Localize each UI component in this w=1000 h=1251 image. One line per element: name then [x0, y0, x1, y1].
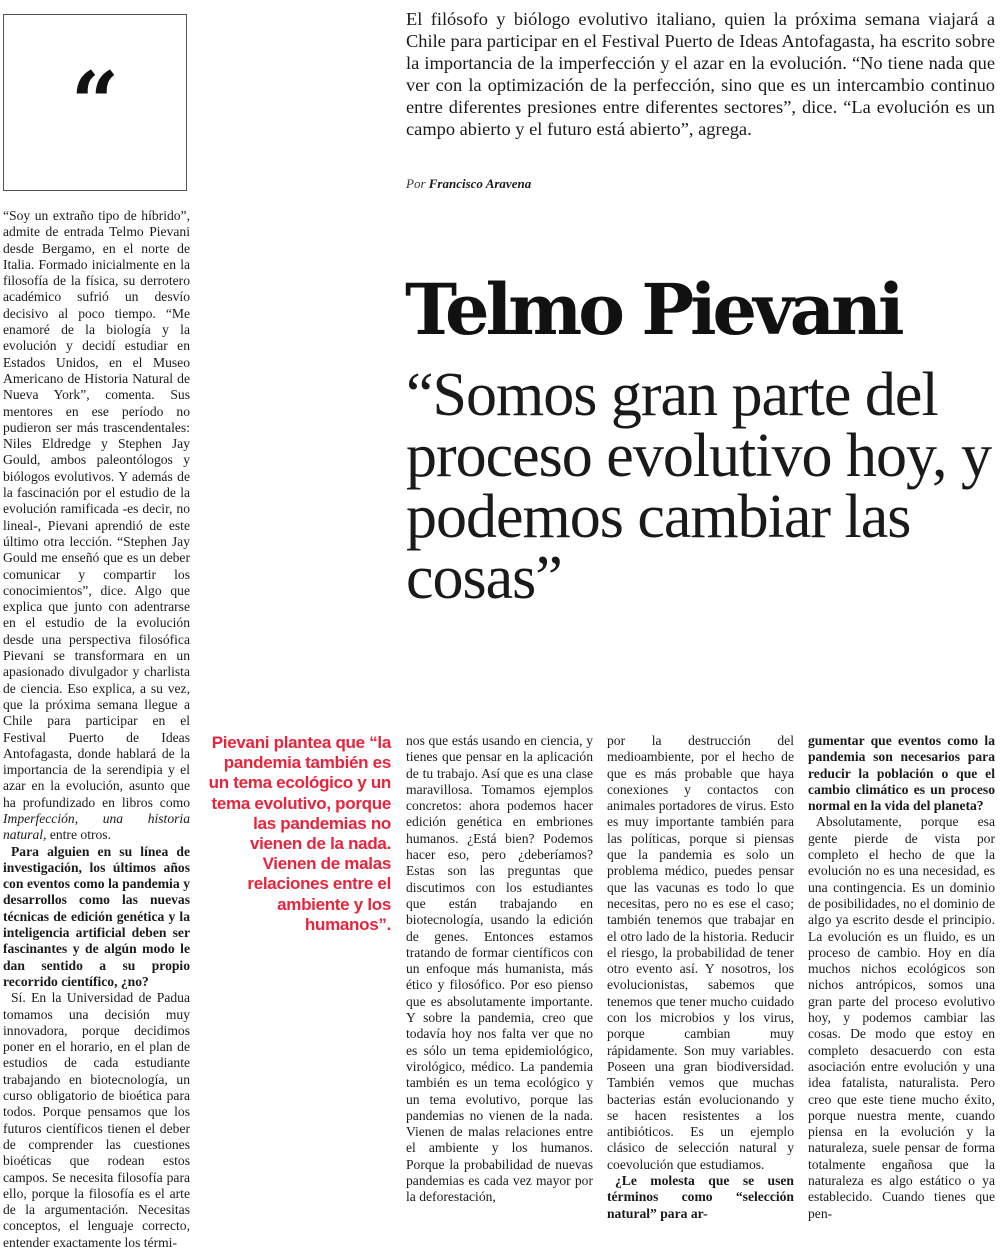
article-column-3: [607, 733, 794, 1222]
pull-quote: Pievani plantea que “la pandemia también es un tema ecológico y un tema evolutivo, porque las pandemias no vienen de la nada. Vienen de malas relaciones entre el ambiente y los humanos”.: [208, 733, 391, 934]
paragraph-intro: [3, 208, 190, 844]
byline: [406, 175, 531, 193]
article-column-2: [406, 733, 593, 1206]
quote-mark-box: [3, 14, 187, 191]
article-column-4: [808, 733, 995, 1222]
subhead-quote: “Somos gran parte del proceso evolutivo hoy, y podemos cambiar las cosas”: [406, 361, 991, 612]
question-text: Para alguien en su línea de investigación, los últimos años con eventos como la pandemia y desarrollos como las nuevas técnicas de edición genética y la inteligencia artificial deben ser fascinantes y de algún modo le dan sentido a su propio recorrido científico, ¿no?: [3, 843, 190, 989]
intro-lede: El filósofo y biólogo evolutivo italiano, quien la próxima semana viajará a Chile para participar en el Festival Puerto de Ideas Antofagasta, ha escrito sobre la importancia de la imperfección y el azar en la evolución. “No tiene nada que ver con la optimización de la perfección, sino que es un intercambio continuo entre diferentes presiones entre diferentes sectores”, dice. “La evolución es un campo abierto y el futuro está abierto”, agrega.: [406, 9, 995, 139]
paragraph-text: “Soy un extraño tipo de híbrido”, admite de entrada Telmo Pievani desde Bergamo, en el norte de Italia. Formado inicialmente en la filosofía de la física, su derrotero académico sufrió un desvío decisivo al poco tiempo. “Me enamoré de la biología y la evolución y decidí estudiar en Estados Unidos, en el Museo Americano de Historia Natural de Nueva York”, comenta. Sus mentores en ese período no pudieron ser más trascendentales: Niles Eldredge y Stephen Jay Gould, ambos paleontólogos y biólogos evolutivos. Y además de la fascinación por el estudio de la evolución ramificada -es decir, no lineal-, Pievani aprendió de este último otra lección. “Stephen Jay Gould me enseñó que es un deber comunicar y compartir los conocimientos”, dice. Algo que explica que junto con adentrarse en el estudio de la evolución desde una perspectiva filosófica Pievani se transformara en un apasionado divulgador y charlista de ciencia. Eso explica, a su vez, que la próxima semana llegue a Chile para participar en el Festival Puerto de Ideas Antofagasta, donde hablará de la importancia de la serendipia y el azar en la evolución, asunto que ha profundizado en libros como: [3, 208, 190, 810]
paragraph-text-end: , entre otros.: [43, 827, 111, 843]
byline-author: Francisco Aravena: [428, 176, 532, 191]
question-text: gumentar que eventos como la pandemia son necesarios para reducir la población o que el cambio climático es un proceso normal en la vida del planeta?: [808, 733, 995, 814]
interview-question-1: [3, 844, 190, 991]
interview-answer-1: Sí. En la Universidad de Padua tomamos una decisión muy innovadora, porque decidimos poner en el horario, en el plan de estudios de cada estudiante trabajando en biotecnología, un curso obligatorio de bioética para todos. Porque pensamos que los futuros científicos tienen el deber de comprender las cuestiones bioéticas que rodean estos campos. Se necesita filosofía para ello, porque la filosofía es el arte de la argumentación. Necesitas conceptos, el lenguaje correcto, entender exactamente los térmi-: [3, 990, 190, 1250]
byline-prefix: Por: [406, 176, 426, 191]
paragraph-continued: por la destrucción del medioambiente, por el hecho de que es más probable que haya conexiones y contactos con animales portadores de virus. Esto es muy importante también para las políticas, porque si piensas que la pandemia es solo un problema médico, puedes pensar que las vacunas es todo lo que necesitas, pero no es ese el caso; también tenemos que trabajar en el otro lado de la historia. Reducir el riesgo, la probabilidad de tener otro evento así. Y nosotros, los evolucionistas, sabemos que tenemos que tener mucho cuidado con los microbios y los virus, porque cambian muy rápidamente. Son muy variables. Poseen una gran biodiversidad. También vemos que muchas bacterias están evolucionando y se hacen resistentes a los antibióticos. Es un ejemplo clásico de selección natural y coevolución que estudiamos.: [607, 733, 794, 1172]
article-column-1: [3, 208, 190, 1251]
interview-question-2: [607, 1173, 794, 1222]
paragraph-continued: nos que estás usando en ciencia, y tienes que pensar en la aplicación de tu trabajo. Así que es una clase maravillosa. Tomamos ejemplos concretos: ahora podemos hacer edición genética en embriones humanos. ¿Está bien? Podemos hacer eso, pero ¿deberíamos? Estas son las preguntas que discutimos con los estudiantes que están trabajando en biotecnología, usando la edición de genes. Entonces estamos tratando de formar científicos con un enfoque más humanista, más ético y filosófico. Por eso pienso que es absolutamente importante. Y sobre la pandemia, creo que todavía hoy nos falta ver que no es sólo un tema epidemiológico, virológico, médico. La pandemia también es un tema ecológico y un tema evolutivo, porque las pandemias no vienen de la nada. Vienen de malas relaciones entre el ambiente y los humanos. Porque la probabilidad de nuevas pandemias es cada vez mayor por la deforestación,: [406, 733, 593, 1205]
interview-question-2-cont: [808, 733, 995, 814]
headline: Telmo Pievani: [405, 268, 901, 351]
quote-mark-icon: “: [70, 53, 120, 152]
question-text: ¿Le molesta que se usen términos como “selección natural” para ar-: [607, 1173, 794, 1221]
book-title: Imperfección, una historia natural: [3, 810, 190, 843]
interview-answer-2: Absolutamente, porque esa gente pierde de vista por completo el hecho de que la evolución no es una necesidad, es una contingencia. Es un dominio de posibilidades, no el dominio de algo ya escrito desde el principio. La evolución es un fluido, es un proceso de cambio. Hoy en día muchos nichos ecológicos son nichos antrópicos, somos una gran parte del proceso evolutivo hoy, y podemos cambiar las cosas. De modo que estoy en completo desacuerdo con esta asociación entre evolución y una idea fatalista, naturalista. Pero creo que este tiene mucho éxito, porque nuestra mente, cuando piensa en la evolución y la naturaleza, suele pensar de forma totalmente engañosa que la naturaleza es algo estático o ya establecido. Cuando tienes que pen-: [808, 814, 995, 1221]
